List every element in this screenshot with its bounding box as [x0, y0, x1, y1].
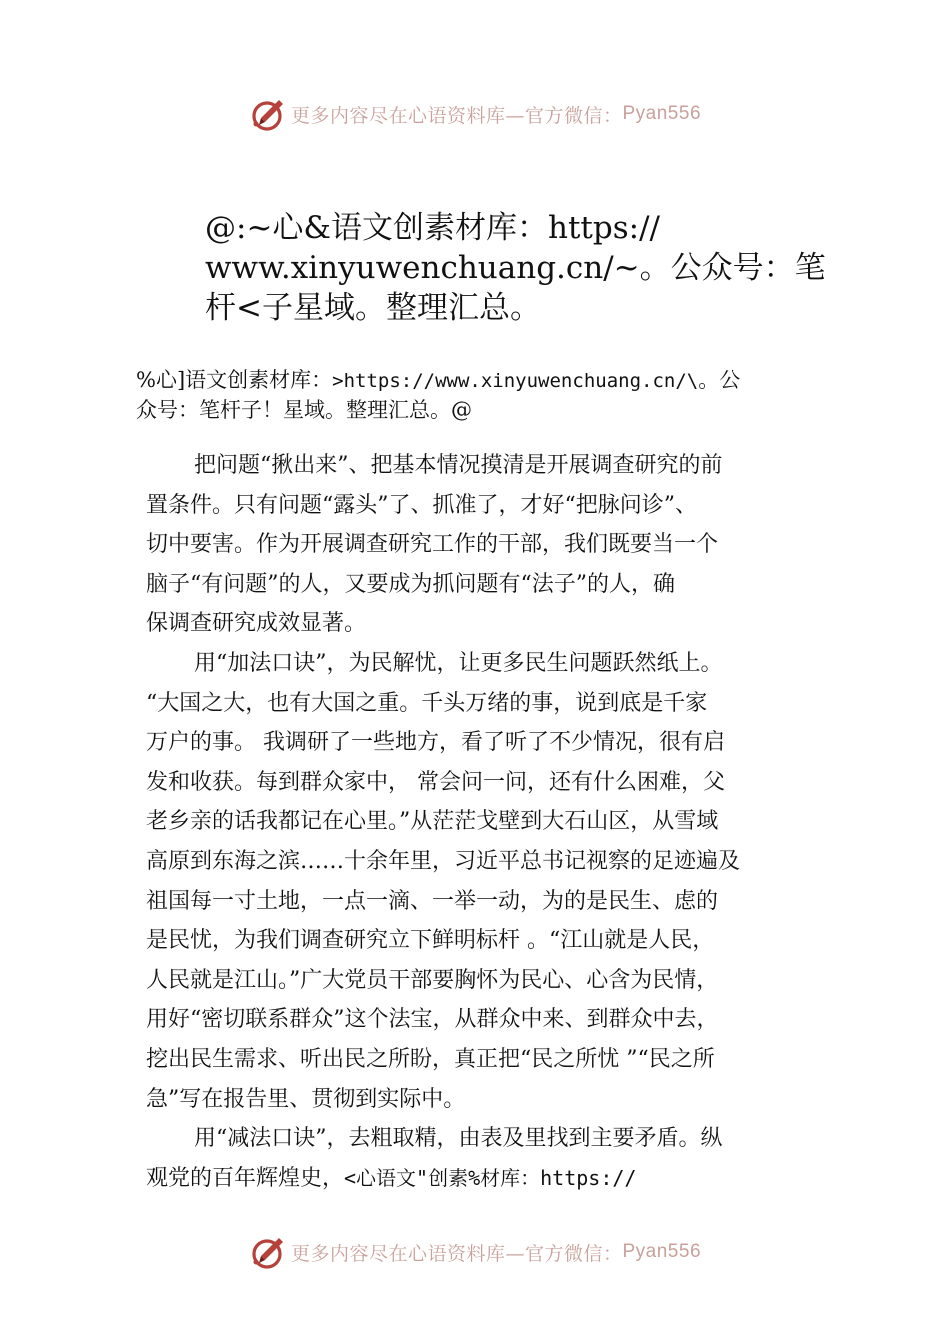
- inline-source-url: <心语文"创素%材库：https://: [344, 1165, 637, 1190]
- paragraph-line: 祖国每一寸土地，一点一滴、一举一动，为的是民生、虑的: [146, 888, 719, 914]
- source-note-url: >https://www.xinyuwenchuang.cn/\: [332, 370, 699, 392]
- paragraph-line: 是民忧，为我们调查研究立下鲜明标杆 。“江山就是人民，: [146, 928, 715, 954]
- paragraph-line: 把问题“揪出来”、把基本情况摸清是开展调查研究的前: [194, 453, 723, 478]
- paragraph-line: 切中要害。作为开展调查研究工作的干部，我们既要当一个: [146, 532, 719, 558]
- paragraph-line: 急”写在报告里、贯彻到实际中。: [146, 1086, 466, 1112]
- source-note-prefix: %心]语文创素材库：: [136, 368, 333, 392]
- source-note-line: 众号：笔杆子！星域。整理汇总。@: [136, 398, 472, 422]
- paragraph-line: 置条件。只有问题“露头”了、抓准了，才好“把脉问诊”、: [146, 492, 697, 518]
- document-heading: [205, 208, 825, 328]
- paragraph-line: 高原到东海之滨……十余年里，习近平总书记视察的足迹遍及: [146, 848, 741, 874]
- heading-line: @:~心&语文创素材库：https://: [205, 210, 660, 246]
- pen-seal-icon: [249, 94, 289, 134]
- watermark-wechat-id: Pyan556: [622, 103, 702, 124]
- heading-line: www.xinyuwenchuang.cn/~。公众号：笔: [205, 250, 826, 286]
- header-watermark-banner: [0, 94, 950, 134]
- paragraph-line: 保调查研究成效显著。: [146, 611, 367, 637]
- paragraph-line: 人民就是江山。”广大党员干部要胸怀为民心、心含为民情，: [146, 967, 719, 993]
- paragraph-line: “大国之大，也有大国之重。千头万绪的事，说到底是千家: [146, 690, 708, 716]
- paragraph-line: 万户的事。 我调研了一些地方，看了听了不少情况，很有启: [146, 730, 725, 756]
- paragraph-line: [146, 1159, 816, 1199]
- heading-line: 杆<子星域。整理汇总。: [205, 290, 541, 326]
- source-note-suffix: 。公: [698, 368, 741, 392]
- paragraph-line: 脑子“有问题”的人，又要成为抓问题有“法子”的人，确: [146, 571, 675, 597]
- pen-seal-icon: [249, 1232, 289, 1272]
- watermark-wechat-id: Pyan556: [622, 1241, 702, 1262]
- paragraph-line: 发和收获。每到群众家中， 常会问一问，还有什么困难，父: [146, 769, 725, 795]
- footer-watermark-banner: [0, 1232, 950, 1272]
- paragraph-line: 挖出民生需求、听出民之所盼，真正把“民之所忧 ”“民之所: [146, 1046, 715, 1072]
- source-note: [136, 366, 836, 425]
- paragraph-line-text: 观党的百年辉煌史，: [146, 1165, 345, 1191]
- paragraph-line: 用好“密切联系群众”这个法宝，从群众中来、到群众中去，: [146, 1007, 719, 1033]
- paragraph-line: 用“加法口诀”，为民解忧，让更多民生问题跃然纸上。: [194, 650, 723, 676]
- watermark-text: 更多内容尽在心语资料库—官方微信：: [290, 104, 623, 127]
- watermark-text: 更多内容尽在心语资料库—官方微信：: [290, 1242, 623, 1265]
- paragraph-line: 老乡亲的话我都记在心里。”从茫茫戈壁到大石山区，从雪域: [146, 809, 719, 835]
- source-note-line: [136, 366, 836, 396]
- article-body: [146, 446, 816, 1198]
- paragraph-line: 用“减法口诀”，去粗取精，由表及里找到主要矛盾。纵: [194, 1126, 723, 1152]
